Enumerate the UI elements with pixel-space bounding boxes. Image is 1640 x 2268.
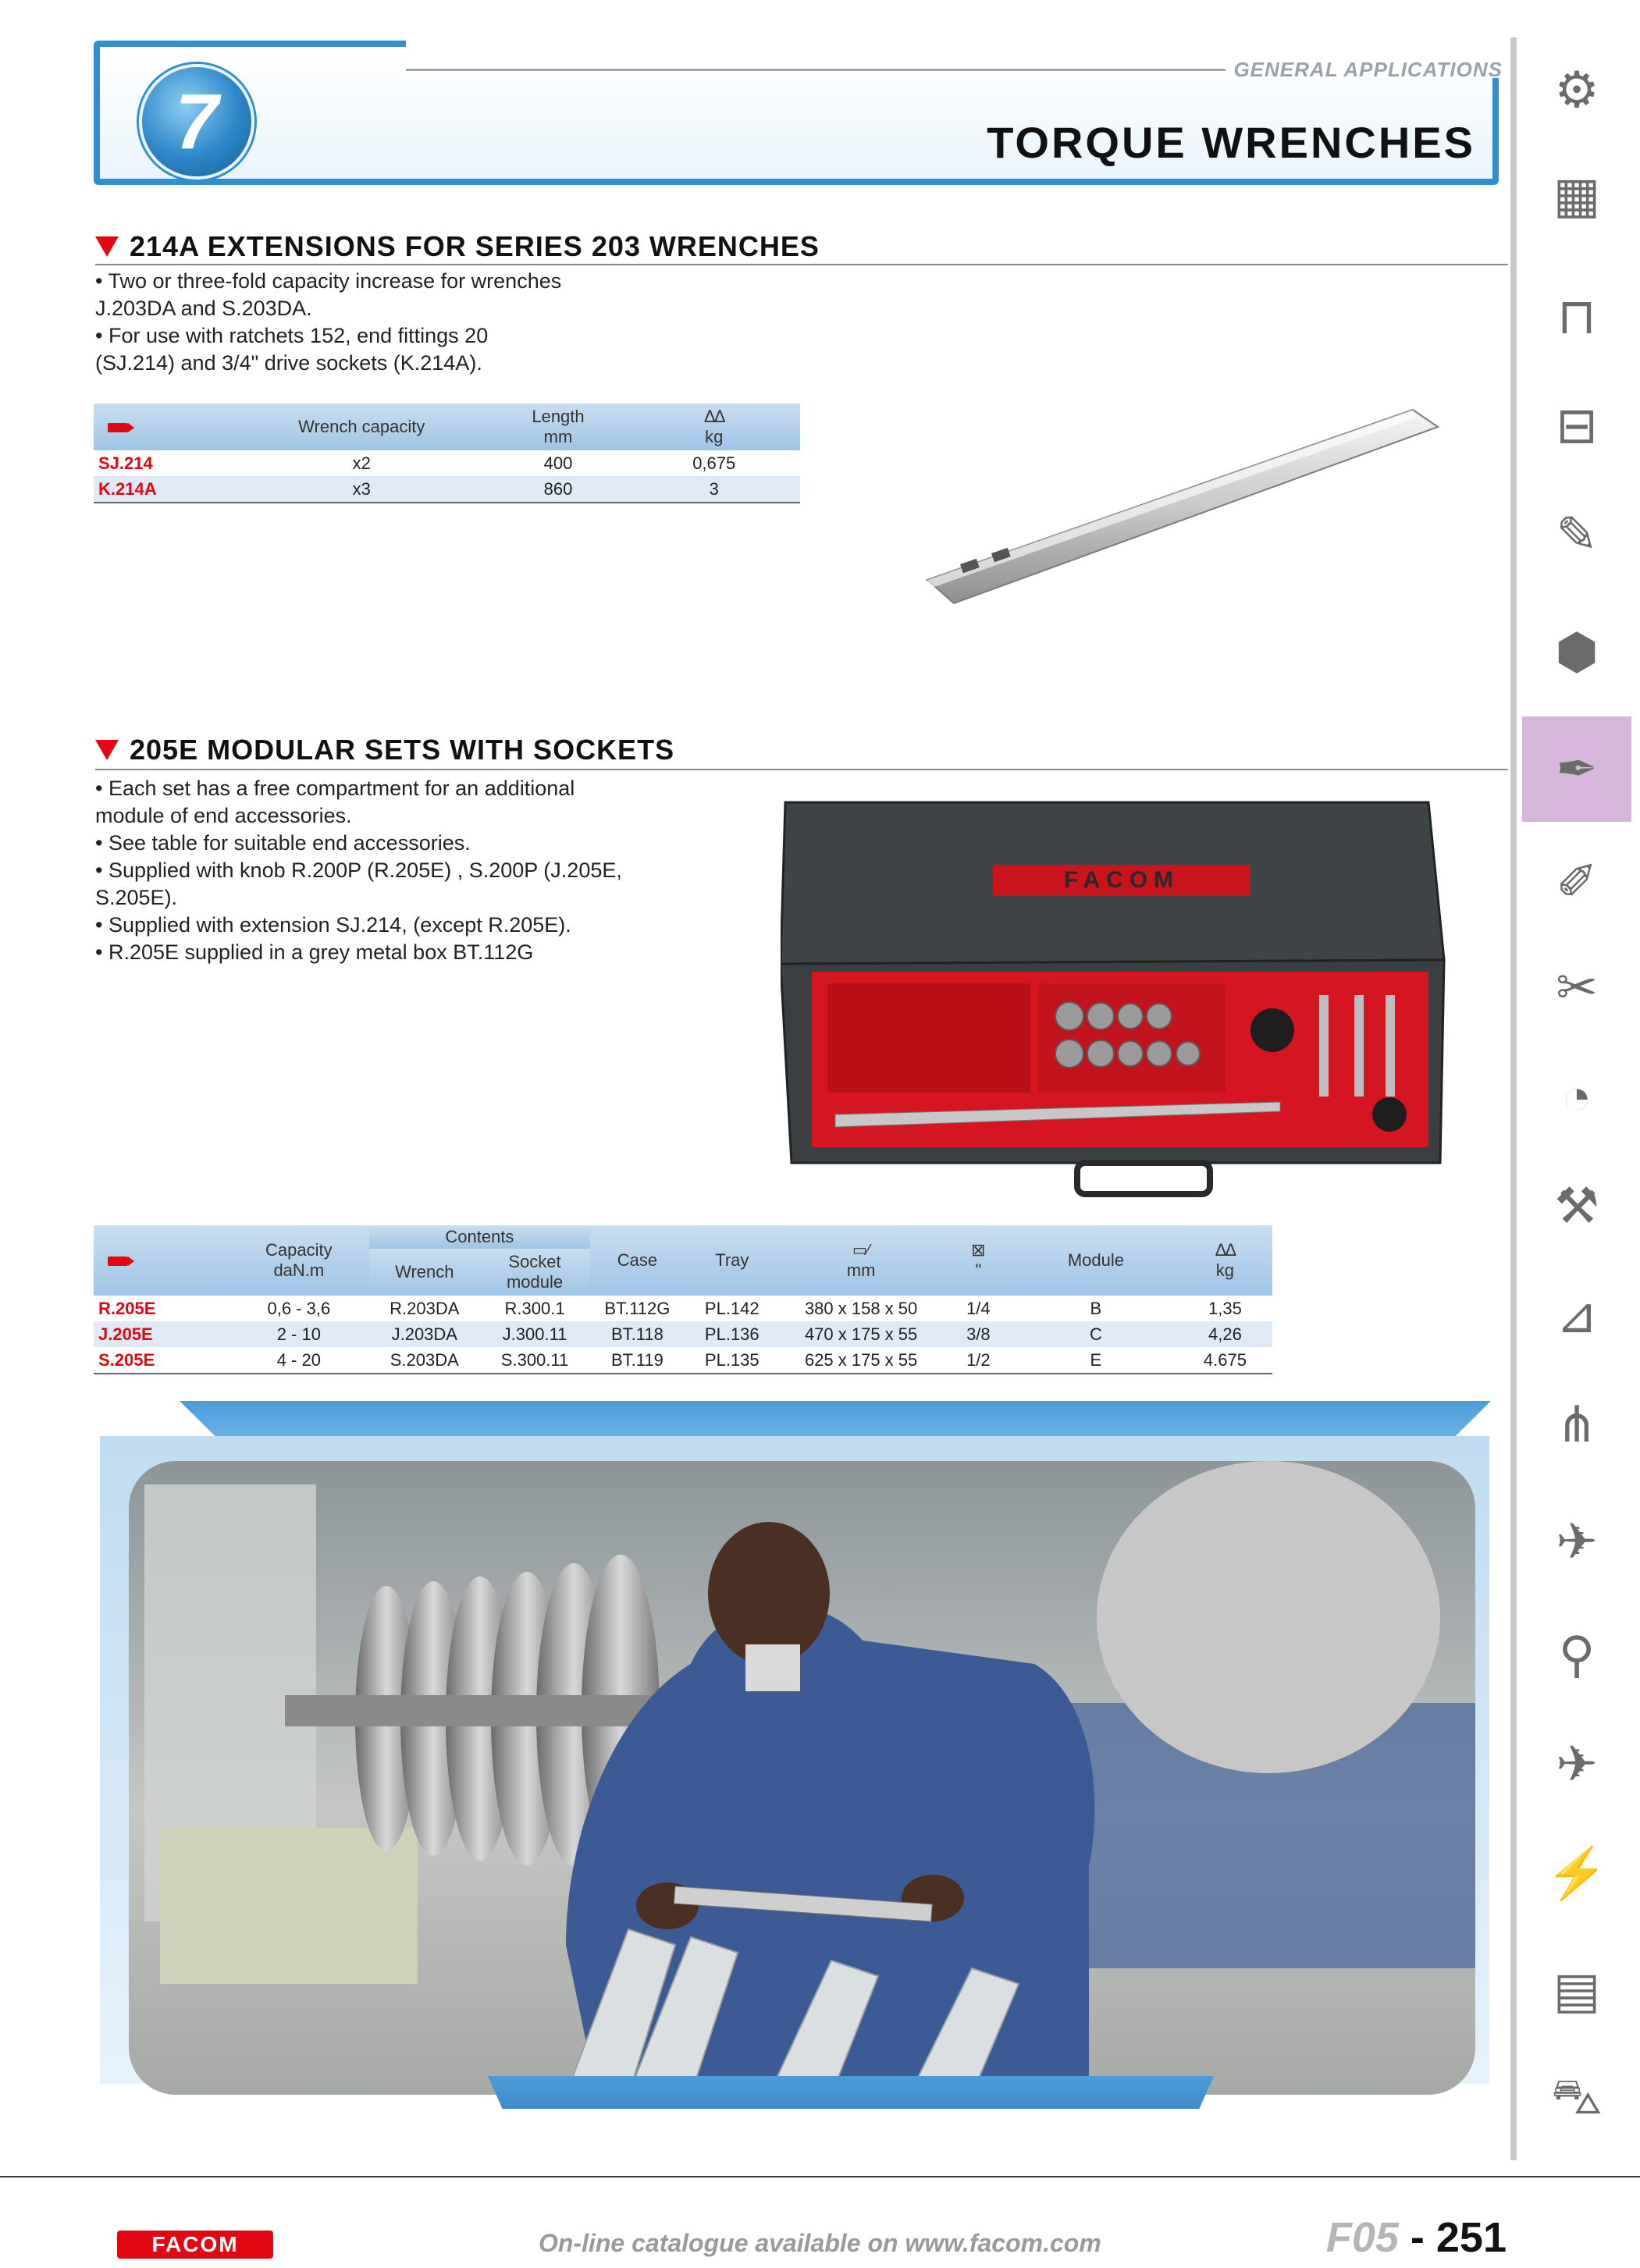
extension-bar-image xyxy=(913,386,1460,620)
bullet-line: (SJ.214) and 3/4" drive sockets (K.214A). xyxy=(95,351,482,375)
row-ref: K.214A xyxy=(94,476,235,503)
row-ref: SJ.214 xyxy=(98,453,153,473)
bullet-list-214a xyxy=(95,268,688,377)
weight-icon: ΔΔ xyxy=(1215,1240,1236,1260)
index-socket-icon[interactable]: ⬢ xyxy=(1555,623,1599,680)
index-general-tools-icon[interactable]: ⚙ xyxy=(1554,61,1599,118)
row-tray: PL.142 xyxy=(704,1298,760,1318)
socket-module-header: Socket module xyxy=(479,1249,589,1296)
bullet-line: • Two or three-fold capacity increase for wrenches xyxy=(95,269,562,293)
section-rule xyxy=(95,264,1508,265)
bullet-line: • For use with ratchets 152, end fittings 20 xyxy=(95,324,489,347)
square-drive-icon: ⊠ xyxy=(971,1240,986,1260)
table-header-row xyxy=(94,403,800,450)
index-puller-icon[interactable]: ⋔ xyxy=(1556,1395,1598,1452)
row-capacity: x3 xyxy=(235,476,489,503)
index-storage-icon[interactable]: ▤ xyxy=(1553,1961,1601,2018)
facom-ref-icon xyxy=(108,1257,128,1266)
index-hacksaw-icon[interactable]: ⊿ xyxy=(1556,1286,1598,1343)
row-case: BT.118 xyxy=(590,1321,685,1347)
index-wrench-icon[interactable]: ✎ xyxy=(1556,506,1598,563)
bullet-list-205e xyxy=(95,775,704,966)
row-capacity: 4 - 20 xyxy=(229,1347,370,1374)
index-tool-cabinet-icon[interactable]: ▦ xyxy=(1553,166,1601,223)
row-wrench: S.203DA xyxy=(369,1347,479,1374)
index-pipe-wrench-icon[interactable]: ⚲ xyxy=(1558,1626,1596,1683)
row-length: 400 xyxy=(543,453,573,473)
length-header: Length mm xyxy=(489,403,628,450)
row-case: BT.112G xyxy=(604,1298,671,1318)
row-ref: S.205E xyxy=(94,1347,229,1374)
table-row xyxy=(94,450,800,476)
row-capacity: 2 - 10 xyxy=(229,1321,370,1347)
row-dims: 470 x 175 x 55 xyxy=(779,1321,942,1347)
index-toolbox-icon[interactable]: ⊟ xyxy=(1556,396,1598,453)
weight-header: ΔΔ kg xyxy=(628,403,800,450)
section-label: GENERAL APPLICATIONS xyxy=(1233,58,1503,81)
row-module: E xyxy=(1014,1347,1178,1374)
row-length: 860 xyxy=(489,476,628,503)
row-weight: 3 xyxy=(628,476,800,503)
index-pneumatic-tool-icon[interactable]: ✈ xyxy=(1556,1513,1598,1569)
wrench-header: Wrench xyxy=(369,1249,479,1296)
module-header: Module xyxy=(1014,1225,1178,1296)
index-workbench-icon[interactable]: ⊓ xyxy=(1557,287,1596,344)
row-module: C xyxy=(1014,1321,1178,1347)
row-case: BT.119 xyxy=(590,1347,685,1374)
row-dims: 380 x 158 x 50 xyxy=(804,1298,918,1318)
section-title: 205E MODULAR SETS WITH SOCKETS xyxy=(130,734,675,766)
red-triangle-icon xyxy=(95,236,119,257)
row-module: B xyxy=(1090,1298,1102,1318)
row-socket: J.300.11 xyxy=(479,1321,589,1347)
index-automotive-icon[interactable]: ⛍ xyxy=(1551,2067,1603,2124)
reference-header xyxy=(94,1225,229,1296)
section-title: 214A EXTENSIONS FOR SERIES 203 WRENCHES xyxy=(130,230,820,262)
row-weight: 4.675 xyxy=(1178,1347,1272,1374)
index-tape-measure-icon[interactable]: ◔ xyxy=(1561,1068,1592,1125)
row-socket: S.300.11 xyxy=(479,1347,589,1374)
section-heading-214a xyxy=(95,230,820,263)
row-ref: J.205E xyxy=(94,1321,229,1347)
case-brand-label: FACOM xyxy=(1063,867,1180,893)
row-drive: 1/2 xyxy=(943,1347,1014,1374)
socket-set-case-image xyxy=(781,796,1452,1202)
drive-header: ⊠ " xyxy=(943,1225,1014,1296)
page-number: F05 - 251 xyxy=(1325,2214,1507,2261)
row-capacity: x2 xyxy=(352,453,371,473)
index-aviation-icon[interactable]: ✈ xyxy=(1556,1735,1598,1792)
red-triangle-icon xyxy=(95,740,119,760)
case-header: Case xyxy=(590,1225,685,1296)
row-wrench: J.203DA xyxy=(369,1321,479,1347)
row-ref: R.205E xyxy=(98,1298,156,1318)
chapter-badge: 7 xyxy=(139,64,254,180)
row-drive: 3/8 xyxy=(943,1321,1014,1347)
index-hammer-icon[interactable]: ⚒ xyxy=(1554,1177,1599,1234)
capacity-header: Wrench capacity xyxy=(235,403,489,450)
reference-header xyxy=(94,403,235,450)
section-heading-205e xyxy=(95,734,674,766)
row-weight: 1,35 xyxy=(1208,1298,1242,1318)
bullet-line: • R.205E supplied in a grey metal box BT.112G xyxy=(95,940,534,964)
row-tray: PL.135 xyxy=(685,1347,779,1374)
weight-icon: ΔΔ xyxy=(704,407,724,426)
facom-ref-icon xyxy=(108,423,128,432)
bullet-line: S.205E). xyxy=(95,886,178,909)
contents-header: Contents xyxy=(369,1225,589,1249)
case-dimensions-icon: ▭⁄ xyxy=(852,1242,870,1259)
index-electrical-icon[interactable]: ⚡ xyxy=(1546,1844,1608,1901)
bullet-line: • Supplied with knob R.200P (R.205E) , S.200P (J.205E, xyxy=(95,858,622,882)
row-capacity: 0,6 - 3,6 xyxy=(267,1298,331,1318)
weight-header: ΔΔ kg xyxy=(1178,1225,1272,1296)
bullet-line: J.203DA and S.203DA. xyxy=(95,297,312,320)
workshop-photo xyxy=(129,1461,1475,2095)
row-drive: 1/4 xyxy=(966,1298,991,1318)
row-dims: 625 x 175 x 55 xyxy=(779,1347,942,1374)
section-rule xyxy=(95,769,1508,770)
index-torque-wrench-icon[interactable]: ✒ xyxy=(1522,716,1631,822)
index-pliers-icon[interactable]: ✂ xyxy=(1556,958,1598,1015)
bullet-line: • See table for suitable end accessories. xyxy=(95,831,471,855)
dimensions-header: ▭⁄ mm xyxy=(779,1225,942,1296)
footer-rule xyxy=(0,2176,1640,2177)
table-row xyxy=(94,1296,1272,1321)
table-row xyxy=(94,1321,1272,1347)
index-screwdriver-icon[interactable]: ✐ xyxy=(1556,853,1598,910)
row-weight: 0,675 xyxy=(692,453,736,473)
catalogue-link-text: On-line catalogue available on www.facom.com xyxy=(539,2229,1101,2257)
row-weight: 4,26 xyxy=(1178,1321,1272,1347)
bullet-line: module of end accessories. xyxy=(95,804,352,827)
page-title: TORQUE WRENCHES xyxy=(987,118,1475,167)
bullet-line: • Supplied with extension SJ.214, (except R.205E). xyxy=(95,913,571,937)
tray-header: Tray xyxy=(685,1225,779,1296)
photo-band-bottom xyxy=(488,2076,1214,2109)
modular-sets-table xyxy=(94,1225,1272,1374)
table-row xyxy=(94,1347,1272,1374)
row-socket: R.300.1 xyxy=(504,1298,565,1318)
capacity-header: Capacity daN.m xyxy=(229,1225,370,1296)
facom-logo: FACOM xyxy=(117,2231,273,2259)
row-wrench: R.203DA xyxy=(390,1298,460,1318)
header-rule xyxy=(406,69,1226,71)
row-tray: PL.136 xyxy=(685,1321,779,1347)
table-row xyxy=(94,476,800,503)
bullet-line: • Each set has a free compartment for an additional xyxy=(95,777,575,800)
table-header-row xyxy=(94,1225,1272,1249)
extensions-table xyxy=(94,403,800,503)
index-strip xyxy=(1510,37,1517,2160)
photo-band-top xyxy=(180,1401,1491,1440)
